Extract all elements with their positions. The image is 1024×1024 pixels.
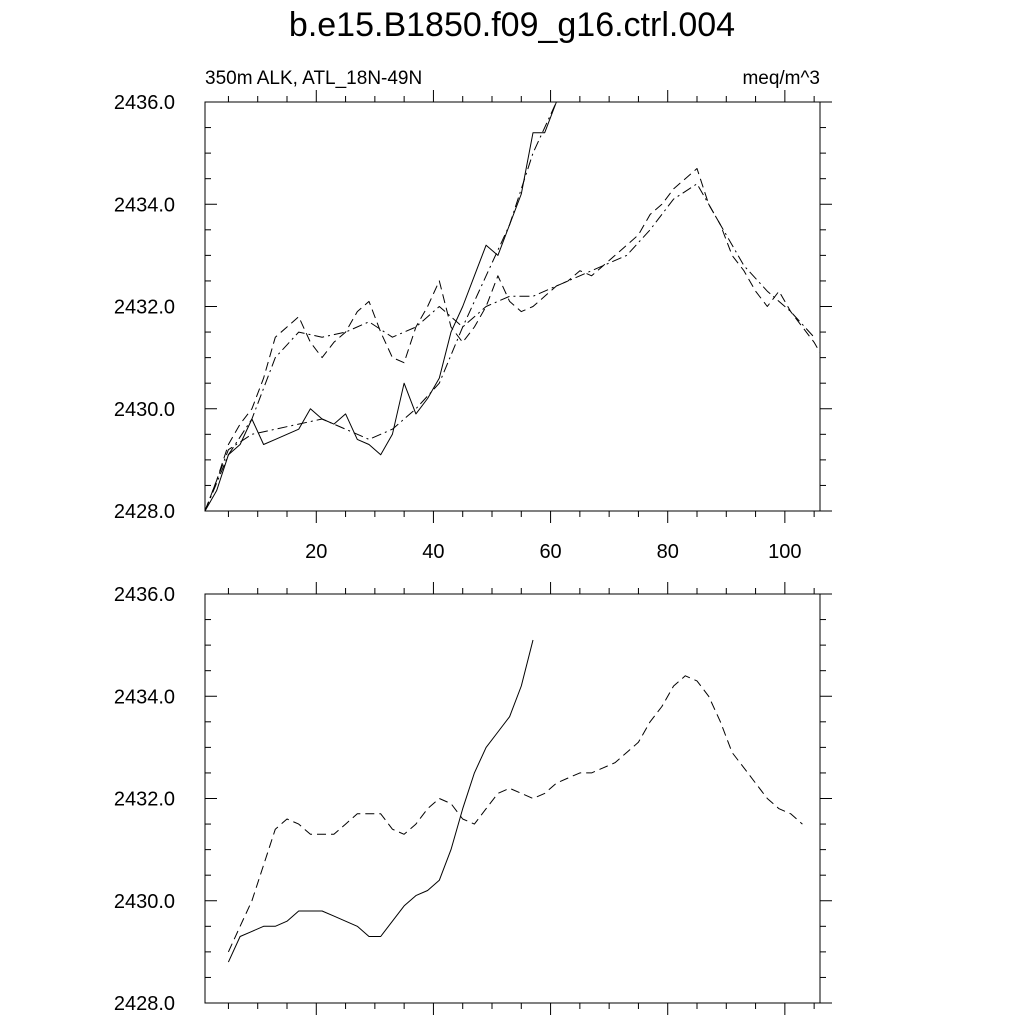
y-tick-label: 2432.0 — [113, 788, 175, 811]
y-tick-label: 2432.0 — [113, 296, 175, 319]
top-panel — [114, 68, 832, 563]
y-tick-label: 2436.0 — [113, 92, 175, 114]
series-line-dash-dot — [205, 102, 556, 511]
x-tick-label: 80 — [656, 541, 679, 563]
x-tick-label: 100 — [768, 541, 802, 563]
x-tick-label: 20 — [305, 541, 328, 563]
series-line-dashed — [205, 169, 820, 512]
series-line-dash-dot — [205, 184, 814, 511]
y-tick-label: 2434.0 — [113, 686, 175, 709]
left-subtitle: 350m ALK, ATL_18N-49N — [205, 68, 423, 89]
plot-frame — [205, 594, 820, 1003]
units-label: meq/m^3 — [742, 68, 820, 89]
series-line-solid — [228, 640, 533, 962]
y-tick-label: 2436.0 — [113, 584, 175, 606]
series-line-solid — [205, 102, 556, 511]
y-tick-label: 2428.0 — [113, 993, 175, 1015]
bottom-panel — [114, 582, 832, 1015]
y-tick-label: 2430.0 — [113, 890, 175, 913]
y-tick-label: 2428.0 — [113, 501, 175, 523]
x-tick-label: 40 — [422, 541, 445, 563]
series-line-dashed — [228, 676, 802, 952]
y-tick-label: 2430.0 — [113, 398, 175, 421]
x-tick-label: 60 — [539, 541, 562, 563]
plot-frame — [205, 102, 820, 511]
y-tick-label: 2434.0 — [113, 194, 175, 217]
chart-title: b.e15.B1850.f09_g16.ctrl.004 — [288, 6, 736, 44]
